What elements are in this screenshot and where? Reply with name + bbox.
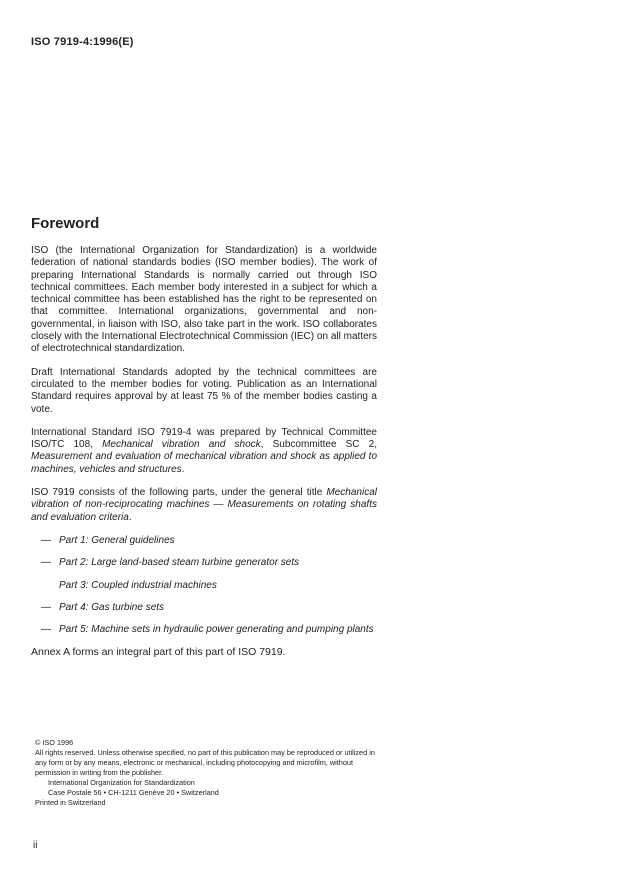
list-item (31, 535, 377, 547)
printed-in: Printed in Switzerland (35, 798, 106, 807)
list-item (31, 580, 377, 592)
document-id: ISO 7919-4:1996(E) (31, 36, 134, 48)
part-title: Part 2: Large land-based steam turbine generator sets (59, 557, 300, 569)
foreword-title: Foreword (31, 215, 100, 232)
subcommittee-text: , Subcommittee SC 2, (260, 439, 377, 451)
list-dash: — (41, 557, 51, 569)
subcommittee-title: Measurement and evaluation of mechanical vibration and shock as applied to machines, vehicles and structures (31, 451, 377, 475)
list-dash (31, 580, 59, 592)
list-dash: — (41, 601, 51, 613)
prepared-by-end: . (181, 463, 185, 475)
list-dash: — (41, 534, 51, 546)
part-title: Part 1: General guidelines (59, 534, 175, 546)
paragraph-iso-intro: ISO (the International Organization for Standardization) is a worldwide federation of national standards bodies (ISO member bodies). The work of preparing International Standards is normally carried out through ISO technical committees. Each member body interested in a subject for which a technical committee has been established has the right to be represented on that committee. International organizations, governmental and non-governmental, in liaison with ISO, also take part in the work. ISO collaborates closely with the International Electrotechnical Commission (IEC) on all matters of electrotechnical standardization. (31, 245, 377, 355)
publisher-address: Case Postale 56 • CH-1211 Genève 20 • Switzerland (48, 788, 219, 797)
part-title: Part 5: Machine sets in hydraulic power generating and pumping plants (59, 624, 374, 636)
parts-intro-text: ISO 7919 consists of the following parts, under the general title (31, 487, 327, 499)
general-title: Mechanical vibration of non-reciprocating machines — Measurements on rotating shafts and evaluation criteria (31, 487, 377, 523)
parts-list (31, 535, 377, 636)
paragraph-draft-standards: Draft International Standards adopted by the technical committees are circulated to the member bodies for voting. Publication as an International Standard requires approval by at least 75 % of the member bodies casting a vote. (31, 366, 377, 415)
list-dash: — (41, 624, 51, 636)
copyright-line: © ISO 1996 (35, 738, 74, 747)
publisher-name: International Organization for Standardization (48, 778, 195, 787)
rights-statement: All rights reserved. Unless otherwise specified, no part of this publication may be reproduced or utilized in any form or by any means, electronic or mechanical, including photocopying and microfilm, without permission in writing from the publisher. (35, 748, 375, 777)
prepared-by-text: International Standard ISO 7919-4 was prepared by Technical Committee ISO/TC 108, (31, 426, 377, 451)
copyright-block (35, 738, 380, 808)
part-title: Part 4: Gas turbine sets (59, 601, 165, 613)
part-title: Part 3: Coupled industrial machines (59, 579, 217, 591)
page-number: ii (33, 840, 38, 851)
foreword-body (31, 245, 377, 670)
list-item (31, 624, 377, 636)
committee-title: Mechanical vibration and shock (102, 439, 261, 451)
annex-statement: Annex A forms an integral part of this part of ISO 7919. (31, 646, 286, 659)
list-item (31, 557, 377, 569)
paragraph-prepared-by (31, 427, 377, 476)
paragraph-parts-intro (31, 487, 377, 524)
list-item (31, 602, 377, 614)
parts-intro-end: . (128, 511, 132, 523)
